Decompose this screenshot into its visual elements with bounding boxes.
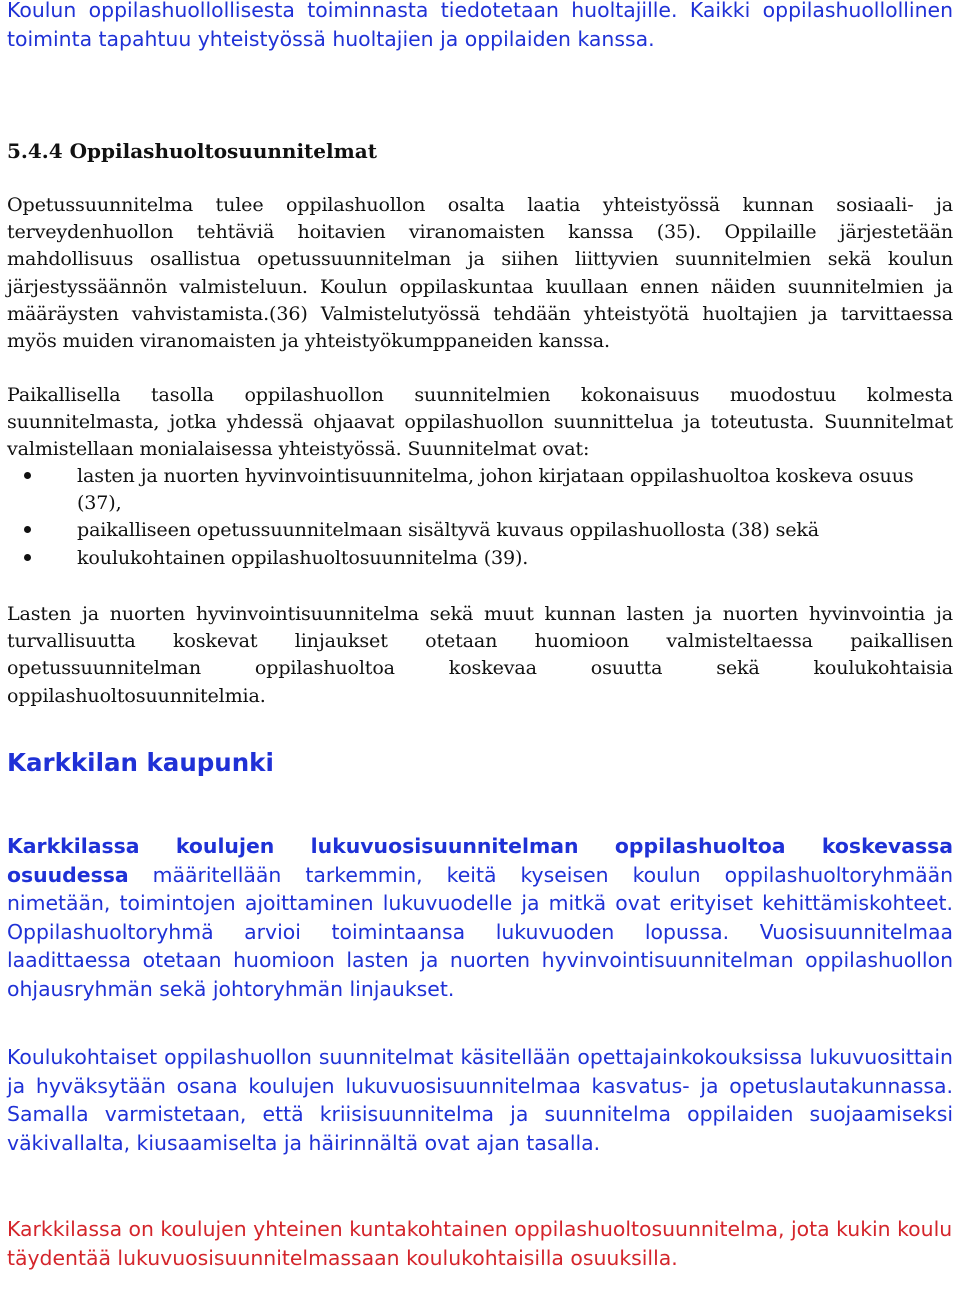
city-heading: Karkkilan kaupunki [7,748,274,777]
section-paragraph-2: Paikallisella tasolla oppilashuollon suunnitelmien kokonaisuus muodostuu kolmesta suunnitelmasta, jotka yhdessä ohjaavat oppilashuollon suunnittelua ja toteutusta. Suunnitelmat valmistellaan monialaisessa yhteistyössä. Suunnitelmat ovat: [7,383,953,461]
bullet-icon [24,554,31,561]
intro-paragraph: Koulun oppilashuollollisesta toiminnasta tiedotetaan huoltajille. Kaikki oppilashuollollinen toiminta tapahtuu yhteistyössä huoltajien ja oppilaiden kanssa. [7,0,953,51]
list-item-text: koulukohtainen oppilashuoltosuunnitelma (39). [77,545,529,569]
bullet-icon [24,526,31,533]
bullet-icon [24,472,31,479]
list-item-text: paikalliseen opetussuunnitelmaan sisältyvä kuvaus oppilashuollosta (38) sekä [77,518,820,542]
city-paragraph-2: Koulukohtaiset oppilashuollon suunnitelmat käsitellään opettajainkokouksissa lukuvuosittain ja hyväksytään osana koulujen lukuvuosisuunnitelmaa kasvatus- ja opetuslautakunnassa. Samalla varmistetaan, että kriisisuunnitelma ja suunnitelma oppilaiden suojaamiseksi väkivallalta, kiusaamiselta ja häirinnältä ovat ajan tasalla. [7,1045,953,1155]
plans-list [7,462,953,571]
city-paragraph-3: Karkkilassa on koulujen yhteinen kuntakohtainen oppilashuoltosuunnitelma, jota kukin koulu täydentää lukuvuosisuunnitelmassaan koulukohtaisilla osuuksilla. [7,1217,953,1270]
section-heading: 5.4.4 Oppilashuoltosuunnitelmat [7,139,377,163]
section-paragraph-1: Opetussuunnitelma tulee oppilashuollon osalta laatia yhteistyössä kunnan sosiaali- ja terveydenhuollon tehtäviä hoitavien viranomaisten kanssa (35). Oppilaille järjestetään mahdollisuus osallistua opetussuunnitelman ja siihen liittyvien suunnitelmien sekä koulun järjestyssäännön valmisteluun. Koulun oppilaskuntaa kuullaan ennen näiden suunnitelmien ja määräysten vahvistamista.(36) Valmistelutyössä tehdään yhteistyötä huoltajien ja tarvittaessa myös muiden viranomaisten ja yhteistyökumppaneiden kanssa. [7,193,953,353]
city-paragraph-1-bold: Karkkilassa koulujen lukuvuosisuunnitelman oppilashuoltoa koskevassa osuudessa [7,834,953,887]
city-paragraph-1 [7,832,953,1003]
list-item [7,462,953,516]
city-paragraph-1-rest: määritellään tarkemmin, keitä kyseisen koulun oppilashuoltoryhmään nimetään, toimintojen ajoittaminen lukuvuodelle ja mitkä ovat erityiset kehittämiskohteet. Oppilashuoltoryhmä arvioi toimintaansa lukuvuoden lopussa. Vuosisuunnitelmaa laadittaessa otetaan huomioon lasten ja nuorten hyvinvointisuunnitelman oppilashuollon ohjausryhmän sekä johtoryhmän linjaukset. [7,862,953,1001]
list-item-text: lasten ja nuorten hyvinvointisuunnitelma, johon kirjataan oppilashuoltoa koskeva osuus (37), [77,464,914,515]
list-item [7,544,953,571]
list-item [7,516,953,543]
section-paragraph-3: Lasten ja nuorten hyvinvointisuunnitelma sekä muut kunnan lasten ja nuorten hyvinvointia ja turvallisuutta koskevat linjaukset otetaan huomioon valmisteltaessa paikallisen opetussuunnitelman oppilashuoltoa koskevaa osuutta sekä koulukohtaisia oppilashuoltosuunnitelmia. [7,602,953,707]
